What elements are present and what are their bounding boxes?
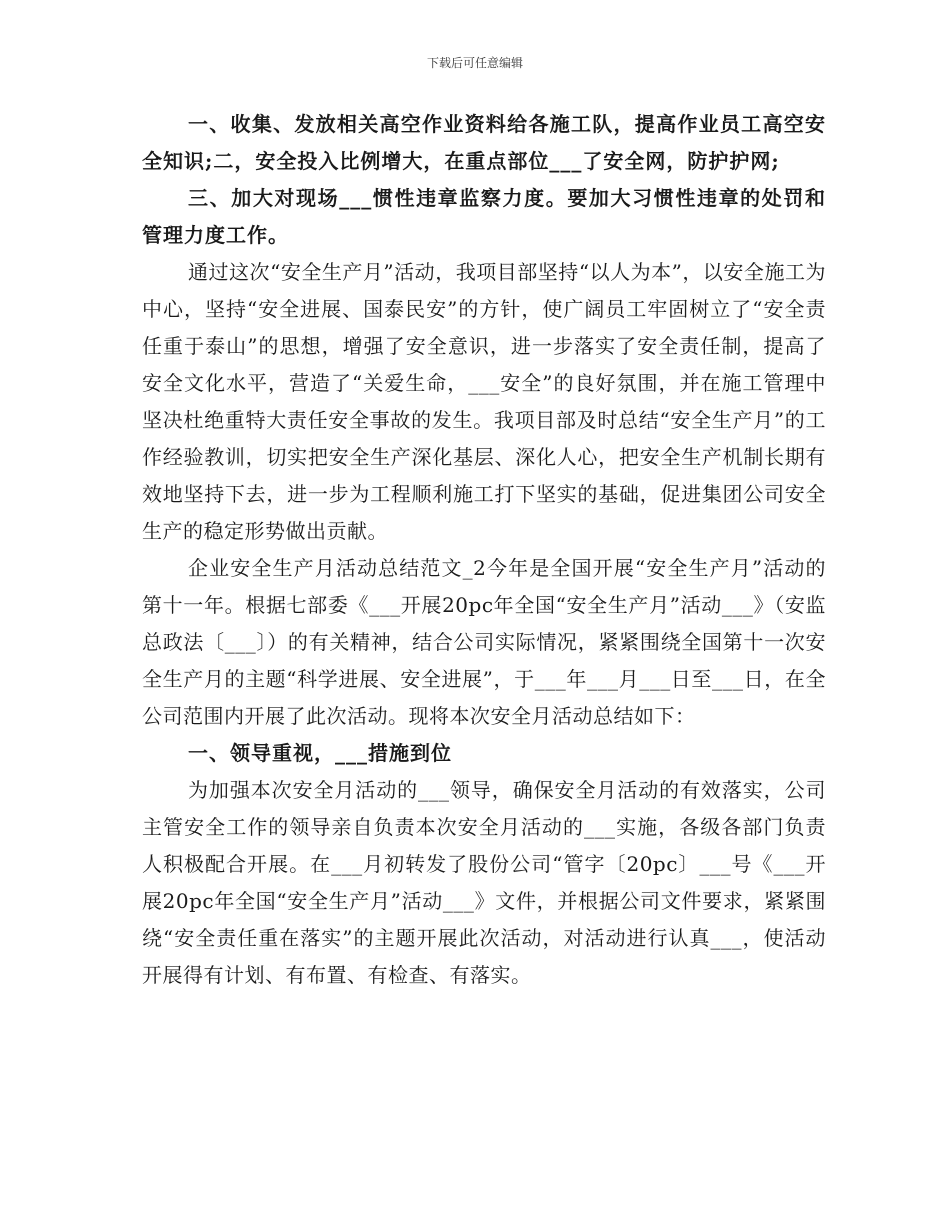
paragraph-3: 通过这次“安全生产月”活动，我项目部坚持“以人为本”，以安全施工为中心，坚持“安全进展、国泰民安”的方针，使广阔员工牢固树立了“安全责任重于泰山”的思想，增强了安全意识，进一步落实了安全责任制，提高了安全文化水平，营造了“关爱生命，___安全”的良好氛围，并在施工管理中坚决杜绝重特大责任安全事故的发生。我项目部及时总结“安全生产月”的工作经验教训，切实把安全生产深化基层、深化人心，把安全生产机制长期有效地坚持下去，进一步为工程顺利施工打下坚实的基础，促进集团公司安全生产的稳定形势做出贡献。: [142, 260, 826, 543]
paragraph-5: 为加强本次安全月活动的___领导，确保安全月活动的有效落实，公司主管安全工作的领导亲自负责本次安全月活动的___实施，各级各部门负责人积极配合开展。在___月初转发了股份公司“管字〔20pc〕___号《___开展20pc年全国“安全生产月”活动___》文件，并根据公司文件要求，紧紧围绕“安全责任重在落实”的主题开展此次活动，对活动进行认真___，使活动开展得有计划、有布置、有检查、有落实。: [142, 778, 826, 987]
document-body: [142, 106, 826, 994]
paragraph-4: 企业安全生产月活动总结范文_2今年是全国开展“安全生产月”活动的第十一年。根据七部委《___开展20pc年全国“安全生产月”活动___》（安监总政法〔___〕）的有关精神，结合公司实际情况，紧紧围绕全国第十一次安全生产月的主题“科学进展、安全进展”，于___年___月___日至___日，在全公司范围内开展了此次活动。现将本次安全月活动总结如下：: [142, 556, 826, 728]
page-header: 下载后可任意编辑: [426, 56, 523, 70]
section-heading: 一、领导重视，___措施到位: [188, 741, 452, 765]
paragraph-2: 三、加大对现场___惯性违章监察力度。要加大习惯性违章的处罚和管理力度工作。: [142, 186, 826, 247]
paragraph-1: 一、收集、发放相关高空作业资料给各施工队，提高作业员工高空安全知识;二，安全投入比例增大，在重点部位___了安全网，防护护网;: [142, 112, 826, 173]
